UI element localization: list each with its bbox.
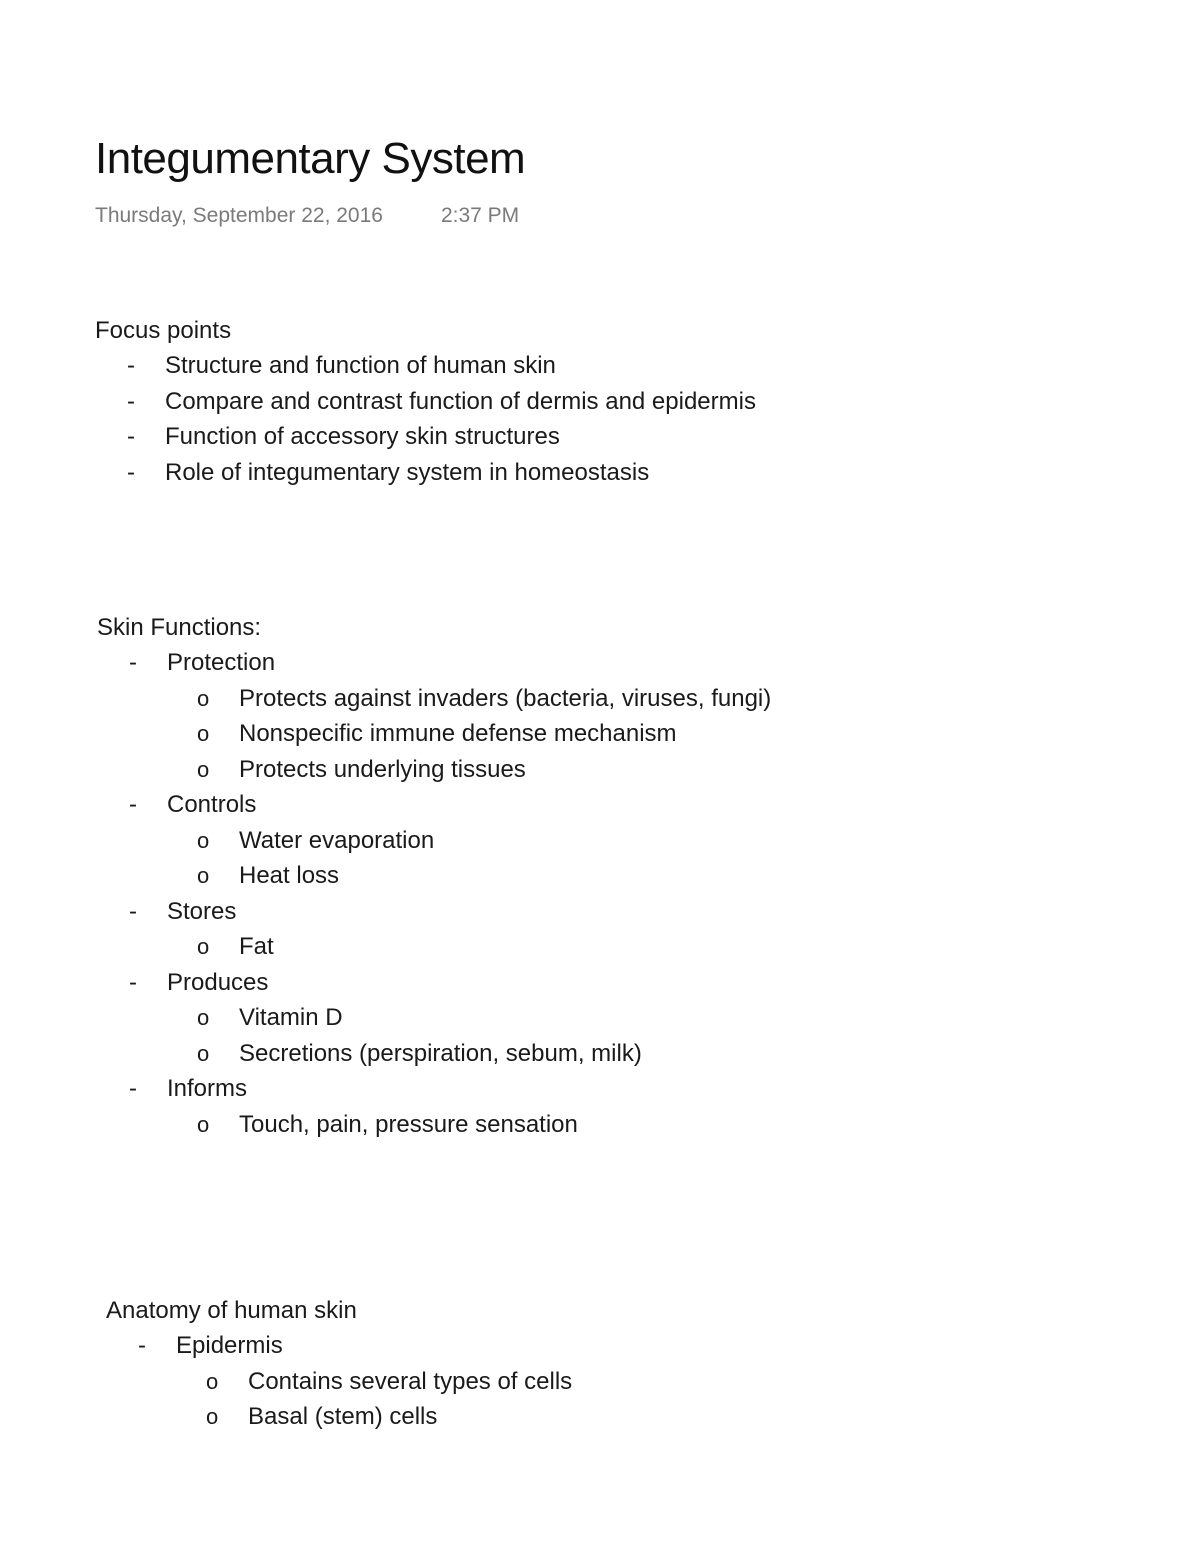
group-label: Informs <box>167 1075 248 1102</box>
list-item-text: Fat <box>239 933 274 960</box>
list-item-text: Protects underlying tissues <box>239 755 526 783</box>
list-item <box>95 348 556 384</box>
anatomy-section <box>106 1293 573 1435</box>
circle-bullet: o <box>197 827 210 853</box>
circle-bullet: o <box>197 721 210 746</box>
sub-list-item <box>97 1000 343 1036</box>
circle-bullet: o <box>197 756 210 782</box>
list-item-text: Secretions (perspiration, sebum, milk) <box>239 1039 642 1067</box>
dash-bullet: - <box>127 387 135 415</box>
dash-bullet: - <box>129 649 137 676</box>
page-title: Integumentary System <box>95 134 526 183</box>
sub-list-item <box>97 1036 642 1072</box>
list-item <box>97 965 269 1001</box>
note-timestamp <box>95 202 519 230</box>
circle-bullet: o <box>197 934 210 959</box>
dash-bullet: - <box>129 1075 137 1102</box>
circle-bullet: o <box>197 863 210 888</box>
dash-bullet: - <box>127 458 135 486</box>
circle-bullet: o <box>206 1404 219 1429</box>
dash-bullet: - <box>127 352 135 379</box>
section-heading: Anatomy of human skin <box>106 1297 357 1324</box>
list-item-text: Nonspecific immune defense mechanism <box>239 720 677 747</box>
group-label: Controls <box>167 791 257 818</box>
circle-bullet: o <box>197 685 210 711</box>
sub-list-item <box>97 716 677 752</box>
sub-list-item <box>97 752 526 788</box>
group-label: Epidermis <box>176 1332 283 1359</box>
note-time: 2:37 PM <box>440 204 520 227</box>
list-item-text: Compare and contrast function of dermis and epidermis <box>165 387 756 415</box>
list-item <box>97 787 261 823</box>
list-item <box>106 1328 357 1364</box>
dash-bullet: - <box>138 1332 146 1359</box>
list-item-text: Vitamin D <box>239 1004 343 1031</box>
anatomy-list <box>106 1328 573 1435</box>
sub-list-item <box>97 823 435 859</box>
focus-points-section <box>95 313 756 490</box>
circle-bullet: o <box>206 1368 219 1394</box>
list-item-text: Basal (stem) cells <box>248 1403 438 1430</box>
list-item-text: Contains several types of cells <box>248 1367 573 1395</box>
list-item-text: Heat loss <box>239 862 340 889</box>
skin-functions-section <box>97 610 772 1142</box>
dash-bullet: - <box>129 968 137 996</box>
skin-functions-list <box>97 645 772 1142</box>
list-item-text: Structure and function of human skin <box>165 352 556 379</box>
dash-bullet: - <box>129 791 137 818</box>
list-item-text: Water evaporation <box>239 826 435 854</box>
list-item-text: Touch, pain, pressure sensation <box>239 1110 578 1138</box>
group-label: Protection <box>167 649 276 676</box>
list-item <box>97 1071 261 1107</box>
list-item <box>95 419 560 455</box>
list-item <box>97 894 261 930</box>
sub-list-item <box>97 858 340 894</box>
circle-bullet: o <box>197 1005 210 1030</box>
dash-bullet: - <box>127 423 135 450</box>
sub-list-item <box>106 1364 573 1400</box>
sub-list-item <box>97 681 772 717</box>
dash-bullet: - <box>129 897 137 925</box>
sub-list-item <box>97 1107 578 1143</box>
list-item-text: Function of accessory skin structures <box>165 423 560 450</box>
circle-bullet: o <box>197 1111 210 1137</box>
sub-list-item <box>106 1399 438 1435</box>
circle-bullet: o <box>197 1040 210 1066</box>
list-item-text: Role of integumentary system in homeostasis <box>165 458 650 486</box>
section-heading: Skin Functions: <box>97 614 262 641</box>
section-heading: Focus points <box>95 317 232 344</box>
list-item-text: Protects against invaders (bacteria, viruses, fungi) <box>239 684 772 712</box>
group-label: Stores <box>167 897 237 925</box>
list-item <box>95 455 650 491</box>
focus-points-list <box>95 348 756 490</box>
note-date: Thursday, September 22, 2016 <box>95 204 383 227</box>
list-item <box>95 384 756 420</box>
list-item <box>97 645 276 681</box>
group-label: Produces <box>167 968 269 996</box>
sub-list-item <box>97 929 274 965</box>
